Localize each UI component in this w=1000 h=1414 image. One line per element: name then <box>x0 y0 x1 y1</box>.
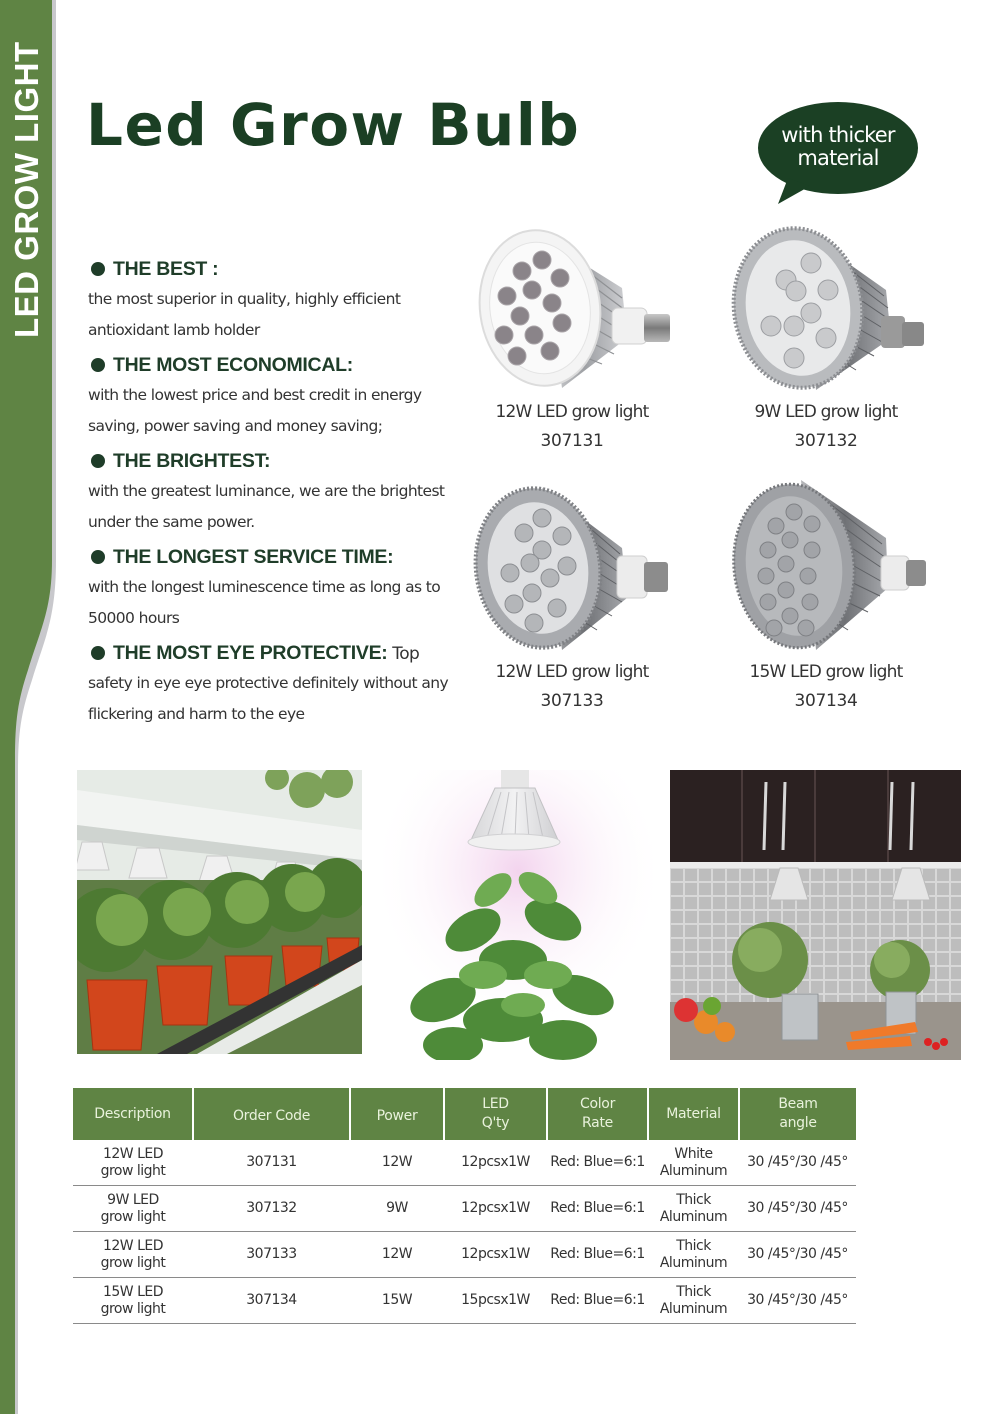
product-code: 307132 <box>794 431 858 451</box>
cell-beam-angle: 30 /45°/30 /45° <box>739 1278 856 1324</box>
cell-color-rate: Red: Blue=6:1 <box>547 1232 648 1278</box>
feature-item <box>88 638 468 729</box>
feature-body <box>88 572 468 633</box>
feature-heading <box>88 638 468 668</box>
cell-beam-angle: 30 /45°/30 /45° <box>739 1232 856 1278</box>
header-text: Color <box>579 1096 616 1112</box>
cell-beam-angle: 30 /45°/30 /45° <box>739 1140 856 1186</box>
cell-material <box>648 1278 739 1324</box>
cell-order-code: 307134 <box>193 1278 350 1324</box>
table-row <box>73 1278 856 1324</box>
cell-color-rate: Red: Blue=6:1 <box>547 1278 648 1324</box>
speech-bubble <box>748 100 920 208</box>
table-row <box>73 1186 856 1232</box>
feature-heading-tail: Top <box>387 644 420 664</box>
bubble-line-1: with thicker <box>781 123 895 147</box>
table-row <box>73 1140 856 1186</box>
feature-item <box>88 542 468 633</box>
product-name: 9W LED grow light <box>754 402 898 422</box>
cell-text: grow light <box>100 1208 166 1225</box>
cell-text: Thick <box>676 1283 711 1300</box>
cell-power: 9W <box>350 1186 444 1232</box>
cell-power: 12W <box>350 1232 444 1278</box>
column-header-beam-angle <box>739 1088 856 1140</box>
feature-list <box>88 254 468 734</box>
header-text: Description <box>94 1105 171 1122</box>
cell-text: Aluminum <box>659 1208 728 1225</box>
table-header-row <box>73 1088 856 1140</box>
product-name: 12W LED grow light <box>495 402 649 422</box>
cell-description <box>73 1232 193 1278</box>
product-code: 307131 <box>540 431 604 451</box>
cell-text: Aluminum <box>659 1162 728 1179</box>
feature-heading <box>88 446 468 476</box>
cell-order-code: 307133 <box>193 1232 350 1278</box>
photo-mint-plant <box>383 770 653 1060</box>
product-card <box>716 478 936 716</box>
header-text: Beam <box>778 1096 818 1112</box>
product-card <box>716 218 936 456</box>
cell-color-rate: Red: Blue=6:1 <box>547 1186 648 1232</box>
cell-color-rate: Red: Blue=6:1 <box>547 1140 648 1186</box>
page-title: Led Grow Bulb <box>86 91 581 159</box>
feature-body <box>88 668 468 729</box>
table-row <box>73 1232 856 1278</box>
feature-line: with the longest luminescence time as long as to <box>88 578 441 596</box>
greenhouse-photo-image <box>77 770 362 1054</box>
feature-heading-text: THE LONGEST SERVICE TIME: <box>113 546 394 568</box>
header-text: Rate <box>582 1115 613 1131</box>
bubble-line-2: material <box>797 146 879 170</box>
column-header-material <box>648 1088 739 1140</box>
header-text: Order Code <box>232 1107 311 1124</box>
cell-order-code: 307132 <box>193 1186 350 1232</box>
cell-text: 12W LED <box>102 1145 164 1162</box>
column-header-description <box>73 1088 193 1140</box>
cell-text: Thick <box>676 1191 711 1208</box>
cell-description <box>73 1278 193 1324</box>
feature-heading-text: THE BEST : <box>113 258 219 280</box>
sidebar-label: LED GROW LIGHT <box>8 41 45 338</box>
cell-text: 9W LED <box>107 1191 159 1208</box>
header-text: Q'ty <box>481 1115 510 1131</box>
product-code: 307134 <box>794 691 858 711</box>
cell-material <box>648 1140 739 1186</box>
feature-line: 50000 hours <box>88 608 180 627</box>
header-text: Material <box>666 1105 721 1122</box>
bullet-icon <box>91 454 105 468</box>
cell-description <box>73 1186 193 1232</box>
cell-led-qty: 12pcsx1W <box>444 1140 547 1186</box>
feature-line: under the same power. <box>88 512 255 531</box>
cell-text: White <box>674 1145 713 1162</box>
header-text: Power <box>376 1107 418 1124</box>
bullet-icon <box>91 646 105 660</box>
cell-text: Thick <box>676 1237 711 1254</box>
cell-led-qty: 12pcsx1W <box>444 1186 547 1232</box>
feature-item <box>88 254 468 345</box>
feature-heading-text: THE BRIGHTEST: <box>113 450 271 472</box>
cell-beam-angle: 30 /45°/30 /45° <box>739 1186 856 1232</box>
cell-power: 15W <box>350 1278 444 1324</box>
feature-line: with the lowest price and best credit in energy <box>88 386 422 404</box>
cell-text: Aluminum <box>659 1300 728 1317</box>
cell-order-code: 307131 <box>193 1140 350 1186</box>
feature-line: with the greatest luminance, we are the brightest <box>88 482 445 500</box>
column-header-color-rate <box>547 1088 648 1140</box>
kitchen-photo-image <box>670 770 961 1060</box>
bulb-white-image <box>462 218 682 398</box>
mint-photo-image <box>383 770 653 1060</box>
photo-kitchen <box>670 770 961 1060</box>
column-header-led-qty <box>444 1088 547 1140</box>
product-card <box>462 218 682 456</box>
feature-line: the most superior in quality, highly efficient <box>88 290 401 308</box>
feature-item <box>88 350 468 441</box>
feature-heading-text: THE MOST ECONOMICAL: <box>113 354 353 376</box>
header-text: angle <box>779 1115 817 1131</box>
cell-text: grow light <box>100 1162 166 1179</box>
product-name: 15W LED grow light <box>749 662 903 682</box>
cell-text: grow light <box>100 1300 166 1317</box>
product-name: 12W LED grow light <box>495 662 649 682</box>
photo-greenhouse <box>77 770 362 1054</box>
cell-led-qty: 15pcsx1W <box>444 1278 547 1324</box>
feature-heading <box>88 254 468 284</box>
column-header-power <box>350 1088 444 1140</box>
cell-text: 15W LED <box>102 1283 164 1300</box>
cell-description <box>73 1140 193 1186</box>
feature-line: safety in eye eye protective definitely without any <box>88 674 449 692</box>
feature-body <box>88 380 468 441</box>
product-card <box>462 478 682 716</box>
bubble-text <box>748 124 928 170</box>
bulb-silver-image <box>462 478 682 658</box>
bullet-icon <box>91 358 105 372</box>
feature-body <box>88 284 468 345</box>
product-code: 307133 <box>540 691 604 711</box>
feature-line: antioxidant lamb holder <box>88 320 260 339</box>
feature-heading-text: THE MOST EYE PROTECTIVE: <box>113 642 388 664</box>
bullet-icon <box>91 262 105 276</box>
spec-table <box>73 1088 856 1324</box>
bullet-icon <box>91 550 105 564</box>
feature-heading <box>88 350 468 380</box>
feature-line: saving, power saving and money saving; <box>88 416 383 435</box>
bulb-silver-image <box>716 218 936 398</box>
cell-material <box>648 1232 739 1278</box>
cell-power: 12W <box>350 1140 444 1186</box>
bulb-silver-image <box>716 478 936 658</box>
cell-text: grow light <box>100 1254 166 1271</box>
feature-body <box>88 476 468 537</box>
feature-item <box>88 446 468 537</box>
cell-led-qty: 12pcsx1W <box>444 1232 547 1278</box>
feature-line: flickering and harm to the eye <box>88 704 305 723</box>
cell-text: 12W LED <box>102 1237 164 1254</box>
feature-heading <box>88 542 468 572</box>
column-header-order-code <box>193 1088 350 1140</box>
cell-material <box>648 1186 739 1232</box>
header-text: LED <box>482 1096 509 1112</box>
cell-text: Aluminum <box>659 1254 728 1271</box>
